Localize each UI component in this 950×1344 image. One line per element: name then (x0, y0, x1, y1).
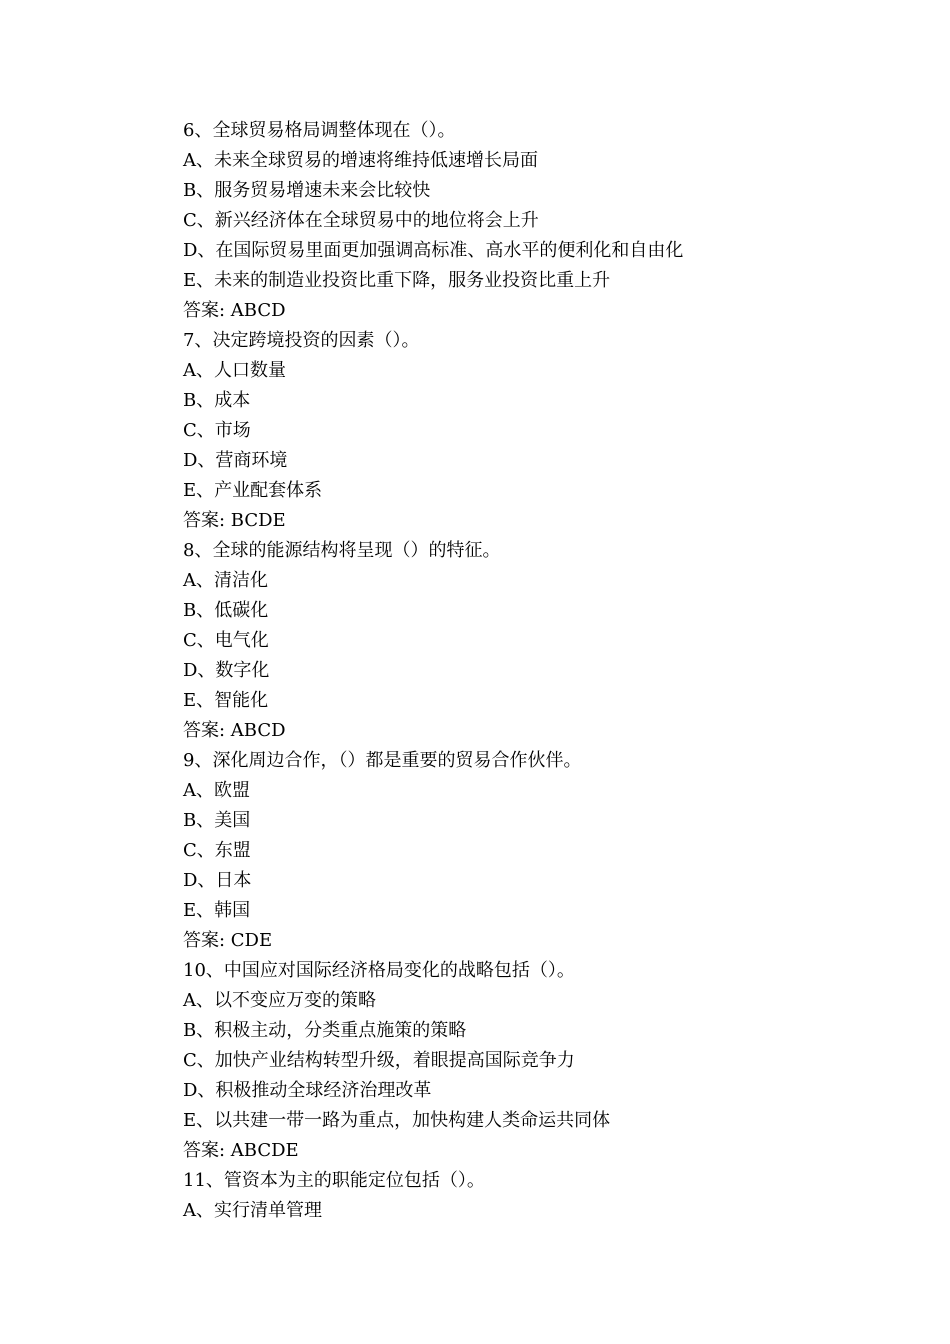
document-page (183, 116, 883, 1226)
option-b: B、积极主动，分类重点施策的策略 (183, 1020, 467, 1041)
option-a: A、未来全球贸易的增速将维持低速增长局面 (183, 150, 538, 171)
answer: 答案: ABCD (183, 720, 286, 741)
option-d: D、数字化 (183, 660, 270, 681)
option-c: C、市场 (183, 420, 251, 441)
option-c: C、电气化 (183, 630, 269, 651)
option-b: B、低碳化 (183, 600, 269, 621)
option-c: C、东盟 (183, 840, 251, 861)
question-6 (183, 116, 883, 326)
question-8 (183, 536, 883, 746)
option-a: A、人口数量 (183, 360, 286, 381)
option-d: D、营商环境 (183, 450, 288, 471)
option-b: B、美国 (183, 810, 251, 831)
answer: 答案: CDE (183, 930, 273, 951)
question-stem: 9、深化周边合作，（）都是重要的贸易合作伙伴。 (183, 750, 582, 771)
option-e: E、以共建一带一路为重点，加快构建人类命运共同体 (183, 1110, 611, 1131)
option-e: E、智能化 (183, 690, 269, 711)
option-b: B、服务贸易增速未来会比较快 (183, 180, 431, 201)
option-a: A、清洁化 (183, 570, 268, 591)
question-stem: 7、决定跨境投资的因素（）。 (183, 330, 420, 351)
question-10 (183, 956, 883, 1166)
option-c: C、加快产业结构转型升级，着眼提高国际竞争力 (183, 1050, 575, 1071)
option-c: C、新兴经济体在全球贸易中的地位将会上升 (183, 210, 539, 231)
answer: 答案: ABCD (183, 300, 286, 321)
option-d: D、日本 (183, 870, 252, 891)
question-9 (183, 746, 883, 956)
question-11 (183, 1166, 883, 1226)
question-stem: 8、全球的能源结构将呈现（）的特征。 (183, 540, 501, 561)
question-stem: 11、管资本为主的职能定位包括（）。 (183, 1170, 485, 1191)
question-stem: 10、中国应对国际经济格局变化的战略包括（）。 (183, 960, 575, 981)
answer: 答案: ABCDE (183, 1140, 299, 1161)
option-b: B、成本 (183, 390, 251, 411)
option-e: E、韩国 (183, 900, 251, 921)
option-e: E、未来的制造业投资比重下降，服务业投资比重上升 (183, 270, 611, 291)
option-a: A、以不变应万变的策略 (183, 990, 376, 1011)
question-stem: 6、全球贸易格局调整体现在（）。 (183, 120, 456, 141)
option-e: E、产业配套体系 (183, 480, 323, 501)
option-a: A、欧盟 (183, 780, 250, 801)
option-d: D、积极推动全球经济治理改革 (183, 1080, 432, 1101)
option-d: D、在国际贸易里面更加强调高标准、高水平的便利化和自由化 (183, 240, 684, 261)
question-7 (183, 326, 883, 536)
answer: 答案: BCDE (183, 510, 286, 531)
option-a: A、实行清单管理 (183, 1200, 322, 1221)
